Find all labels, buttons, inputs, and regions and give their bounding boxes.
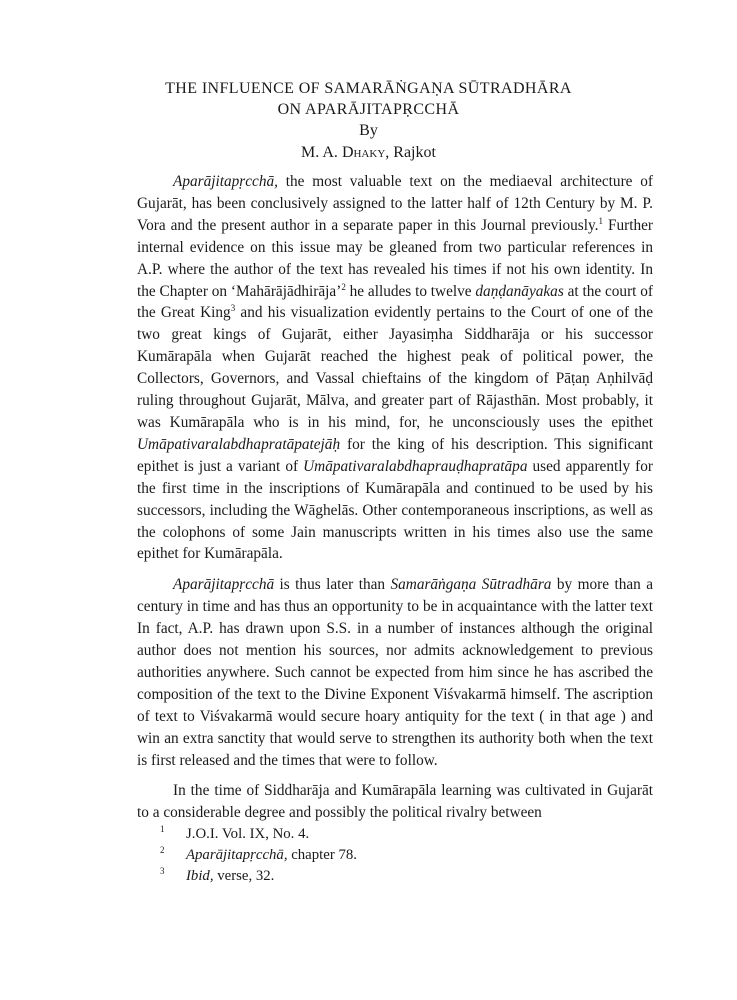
text-span: is thus later than [274,576,391,594]
text-span: for the king of his description. This significant epithet is just a variant of [137,435,653,475]
text-span: Umāpativaralabdhapratāpatejāḥ [137,435,341,453]
footnote-text-italic: Ibid, [186,868,214,884]
text-span: Aparājitapṛcchā [173,576,275,594]
paragraph-1 [137,171,653,565]
footnote-ref: 2 [341,281,346,292]
author-initials: M. A. [301,144,338,161]
text-span: Umāpativaralabdhaprauḍhapratāpa [303,457,528,475]
text-span: In the time of Siddharāja and Kumārapāla learning was cultivated in Gujarāt to a considerable degree and possibly the political rivalry between [137,782,653,822]
footnote-text-italic: Aparājitapṛcchā, [186,847,288,863]
footnote-text: verse, 32. [213,868,275,884]
text-span: and his visualization evidently pertains to the Court of one of the two great kings of Gujarāt, either Jayasiṃha Siddharāja or his successor Kumārapāla when Gujarāt reached the highest peak of political power, the Collectors, Governors, and Vassal chieftains of the kingdom of Pāṭaṇ Aṇhilvāḍ ruling throughout Gujarāt, Mālva, and greater part of Rājasthān. Most probably, it was Kumārapāla who is in his mind, for, he unconsciously uses the epithet [137,304,653,431]
article-header [0,78,737,164]
text-span: at the court of the Great King [137,282,653,322]
author-place: Rajkot [393,144,436,161]
byline: By [359,122,378,139]
text-span: by more than a century in time and has thus an opportunity to be in acquaintance with the latter text In fact, A.P. has drawn upon S.S. in a number of instances although the original author does not mention his sources, nor admits acknowledgement to previous authorities anywhere. Such cannot be expected from him since he has ascribed the composition of the text to the Divine Exponent Viśvakarmā himself. The ascription of text to Viśvakarmā would secure hoary antiquity for the text ( in that age ) and win an extra sanctity that would serve to strengthen its authority both when the text is first released and the times that were to follow. [137,576,653,769]
text-span: the most valuable text on the mediaeval architecture of Gujarāt, has been conclusively assigned to the latter half of 12th Century by M. P. Vora and the present author in a separate paper in this Journal previously. [137,173,653,234]
footnote-3: 3 Ibid, verse, 32. [160,866,275,884]
article-title-line-2: ON APARĀJITAPṚCCHĀ [277,101,460,118]
article-title-line-1: THE INFLUENCE OF SAMARĀṄGAṆA SŪTRADHĀRA [165,80,572,97]
footnote-text: J.O.I. Vol. IX, No. 4. [186,826,310,842]
paragraph-2 [137,574,653,771]
footnote-2: 2 Aparājitapṛcchā, chapter 78. [160,845,357,863]
footnote-ref: 1 [598,215,603,226]
footnote-text: chapter 78. [287,847,357,863]
author-surname: Dhaky, [341,144,390,161]
text-span: Further internal evidence on this issue may be gleaned from two particular references in A.P. where the author of the text has revealed his times if not his own identity. In the Chapter on ‘Mahārājādhirāja’ [137,216,653,300]
text-span: Samarāṅgaṇa Sūtradhāra [390,576,552,594]
text-span: daṇḍanāyakas [475,282,564,300]
paragraph-3 [137,780,653,824]
article-body [137,171,653,824]
footnotes [160,824,630,887]
text-span: he alludes to twelve [345,282,476,300]
text-span: used apparently for the first time in the inscriptions of Kumārapāla and continued to be used by his successors, including the Wāghelās. Other contemporaneous inscriptions, as well as the colophons of some Jain manuscripts written in his times also use the same epithet for Kumārapāla. [137,457,653,563]
footnote-1: 1 J.O.I. Vol. IX, No. 4. [160,824,310,842]
author-line [0,141,737,164]
footnote-ref: 3 [230,303,236,314]
text-span: Aparājitapṛcchā, [173,173,278,190]
